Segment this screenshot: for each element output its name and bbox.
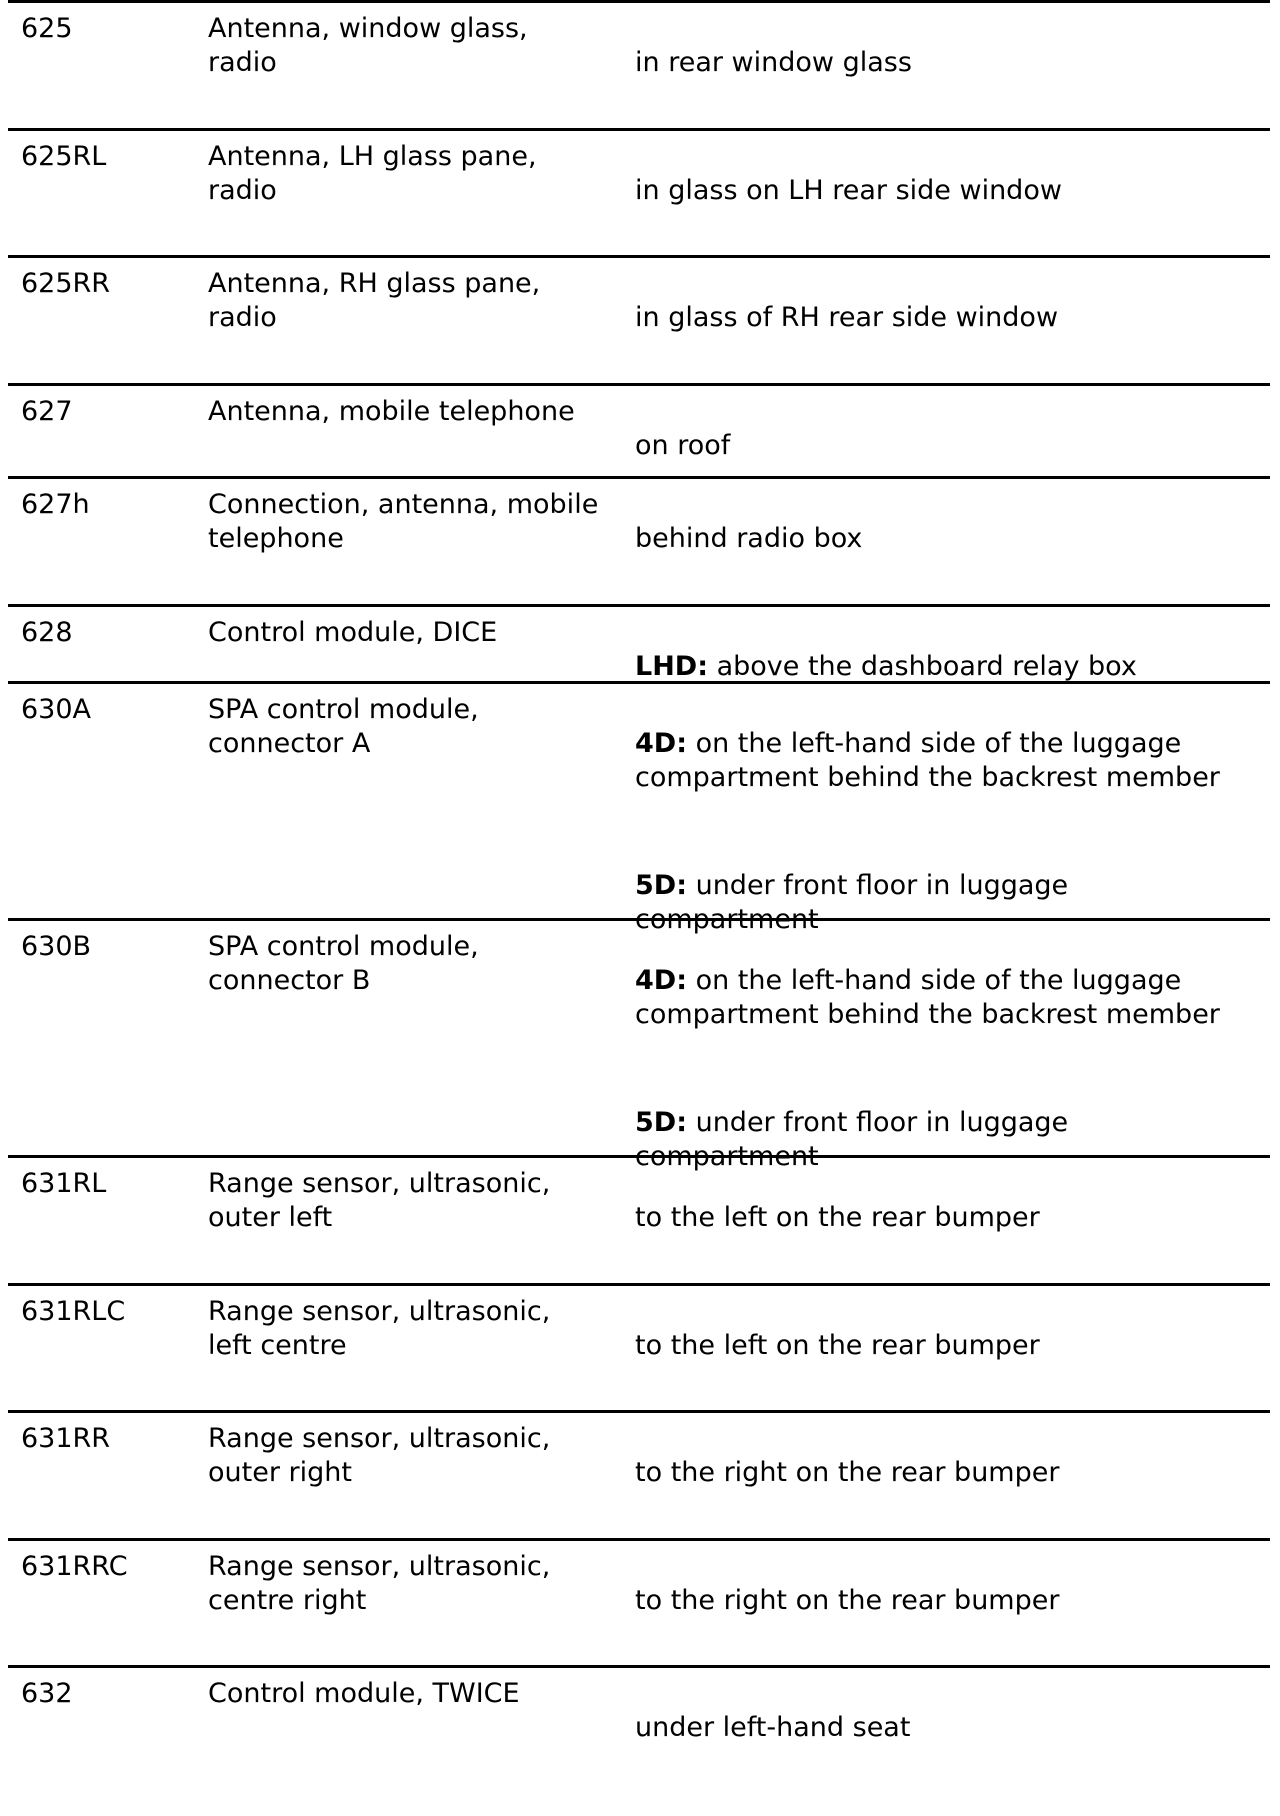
component-description: Antenna, RH glass pane, radio bbox=[208, 268, 541, 333]
location-text: on roof bbox=[635, 430, 731, 461]
component-description: Range sensor, ultrasonic, outer left bbox=[208, 1168, 551, 1233]
component-description: Range sensor, ultrasonic, centre right bbox=[208, 1551, 551, 1616]
location-paragraph bbox=[635, 650, 1265, 684]
component-code: 627h bbox=[21, 489, 90, 520]
table-row bbox=[8, 1410, 1270, 1538]
location-paragraph bbox=[635, 727, 1265, 795]
location-variant-label: LHD: bbox=[635, 651, 709, 682]
component-location bbox=[635, 1550, 1265, 1652]
component-code: 630B bbox=[21, 931, 92, 962]
component-location bbox=[635, 267, 1265, 369]
location-paragraph bbox=[635, 522, 1265, 556]
component-location bbox=[635, 1295, 1265, 1397]
component-code: 630A bbox=[21, 694, 92, 725]
location-paragraph bbox=[635, 429, 1265, 463]
component-code: 632 bbox=[21, 1678, 73, 1709]
location-text: under front floor in luggage compartment bbox=[635, 1107, 1069, 1172]
location-paragraph bbox=[635, 46, 1265, 80]
component-code: 625RR bbox=[21, 268, 111, 299]
location-text: on the left-hand side of the luggage compartment behind the backrest member bbox=[635, 965, 1220, 1030]
component-code: 627 bbox=[21, 396, 73, 427]
location-paragraph bbox=[635, 1584, 1265, 1618]
location-variant-label: 5D: bbox=[635, 870, 687, 901]
component-description: SPA control module, connector A bbox=[208, 694, 479, 759]
location-text: under front floor in luggage compartment bbox=[635, 870, 1069, 935]
location-text: to the right on the rear bumper bbox=[635, 1585, 1060, 1616]
component-location bbox=[635, 1422, 1265, 1524]
location-text: in rear window glass bbox=[635, 47, 912, 78]
table-row bbox=[8, 604, 1270, 681]
location-text: to the left on the rear bumper bbox=[635, 1330, 1040, 1361]
component-description: Connection, antenna, mobile telephone bbox=[208, 489, 599, 554]
location-paragraph bbox=[635, 1201, 1265, 1235]
component-code: 631RRC bbox=[21, 1551, 128, 1582]
component-code: 631RL bbox=[21, 1168, 107, 1199]
table-row bbox=[8, 918, 1270, 1172]
location-text: to the right on the rear bumper bbox=[635, 1457, 1060, 1488]
component-location bbox=[635, 1167, 1265, 1269]
component-description: Control module, DICE bbox=[208, 617, 498, 648]
component-description: Range sensor, ultrasonic, left centre bbox=[208, 1296, 551, 1361]
component-description: Antenna, LH glass pane, radio bbox=[208, 141, 537, 206]
table-row bbox=[8, 128, 1270, 255]
location-text: on the left-hand side of the luggage compartment behind the backrest member bbox=[635, 728, 1220, 793]
component-description: Antenna, mobile telephone bbox=[208, 396, 575, 427]
location-text: in glass of RH rear side window bbox=[635, 302, 1059, 333]
location-text: to the left on the rear bumper bbox=[635, 1202, 1040, 1233]
location-paragraph bbox=[635, 301, 1265, 335]
location-paragraph bbox=[635, 1711, 1265, 1745]
location-text: under left-hand seat bbox=[635, 1712, 911, 1743]
table-row bbox=[8, 383, 1270, 476]
component-description: Antenna, window glass, radio bbox=[208, 13, 528, 78]
component-location bbox=[635, 12, 1265, 114]
table-row bbox=[8, 1665, 1270, 1755]
component-description: Range sensor, ultrasonic, outer right bbox=[208, 1423, 551, 1488]
location-paragraph bbox=[635, 174, 1265, 208]
location-paragraph bbox=[635, 1456, 1265, 1490]
location-text: above the dashboard relay box bbox=[708, 651, 1137, 682]
table-row bbox=[8, 1155, 1270, 1283]
component-description: SPA control module, connector B bbox=[208, 931, 479, 996]
component-location bbox=[635, 140, 1265, 242]
table-row bbox=[8, 681, 1270, 935]
component-location bbox=[635, 1677, 1265, 1779]
location-paragraph bbox=[635, 1329, 1265, 1363]
component-code: 631RR bbox=[21, 1423, 111, 1454]
location-variant-label: 4D: bbox=[635, 965, 687, 996]
table-row bbox=[8, 255, 1270, 383]
component-code: 625 bbox=[21, 13, 73, 44]
location-variant-label: 5D: bbox=[635, 1107, 687, 1138]
table-row bbox=[8, 476, 1270, 604]
component-code: 628 bbox=[21, 617, 73, 648]
component-location-table bbox=[8, 0, 1270, 1755]
location-variant-label: 4D: bbox=[635, 728, 687, 759]
table-row bbox=[8, 1283, 1270, 1410]
location-text: in glass on LH rear side window bbox=[635, 175, 1062, 206]
table-row bbox=[8, 1538, 1270, 1665]
table-row bbox=[8, 0, 1270, 128]
component-code: 631RLC bbox=[21, 1296, 126, 1327]
location-paragraph bbox=[635, 964, 1265, 1032]
component-description: Control module, TWICE bbox=[208, 1678, 520, 1709]
component-code: 625RL bbox=[21, 141, 107, 172]
location-text: behind radio box bbox=[635, 523, 863, 554]
component-location bbox=[635, 488, 1265, 590]
